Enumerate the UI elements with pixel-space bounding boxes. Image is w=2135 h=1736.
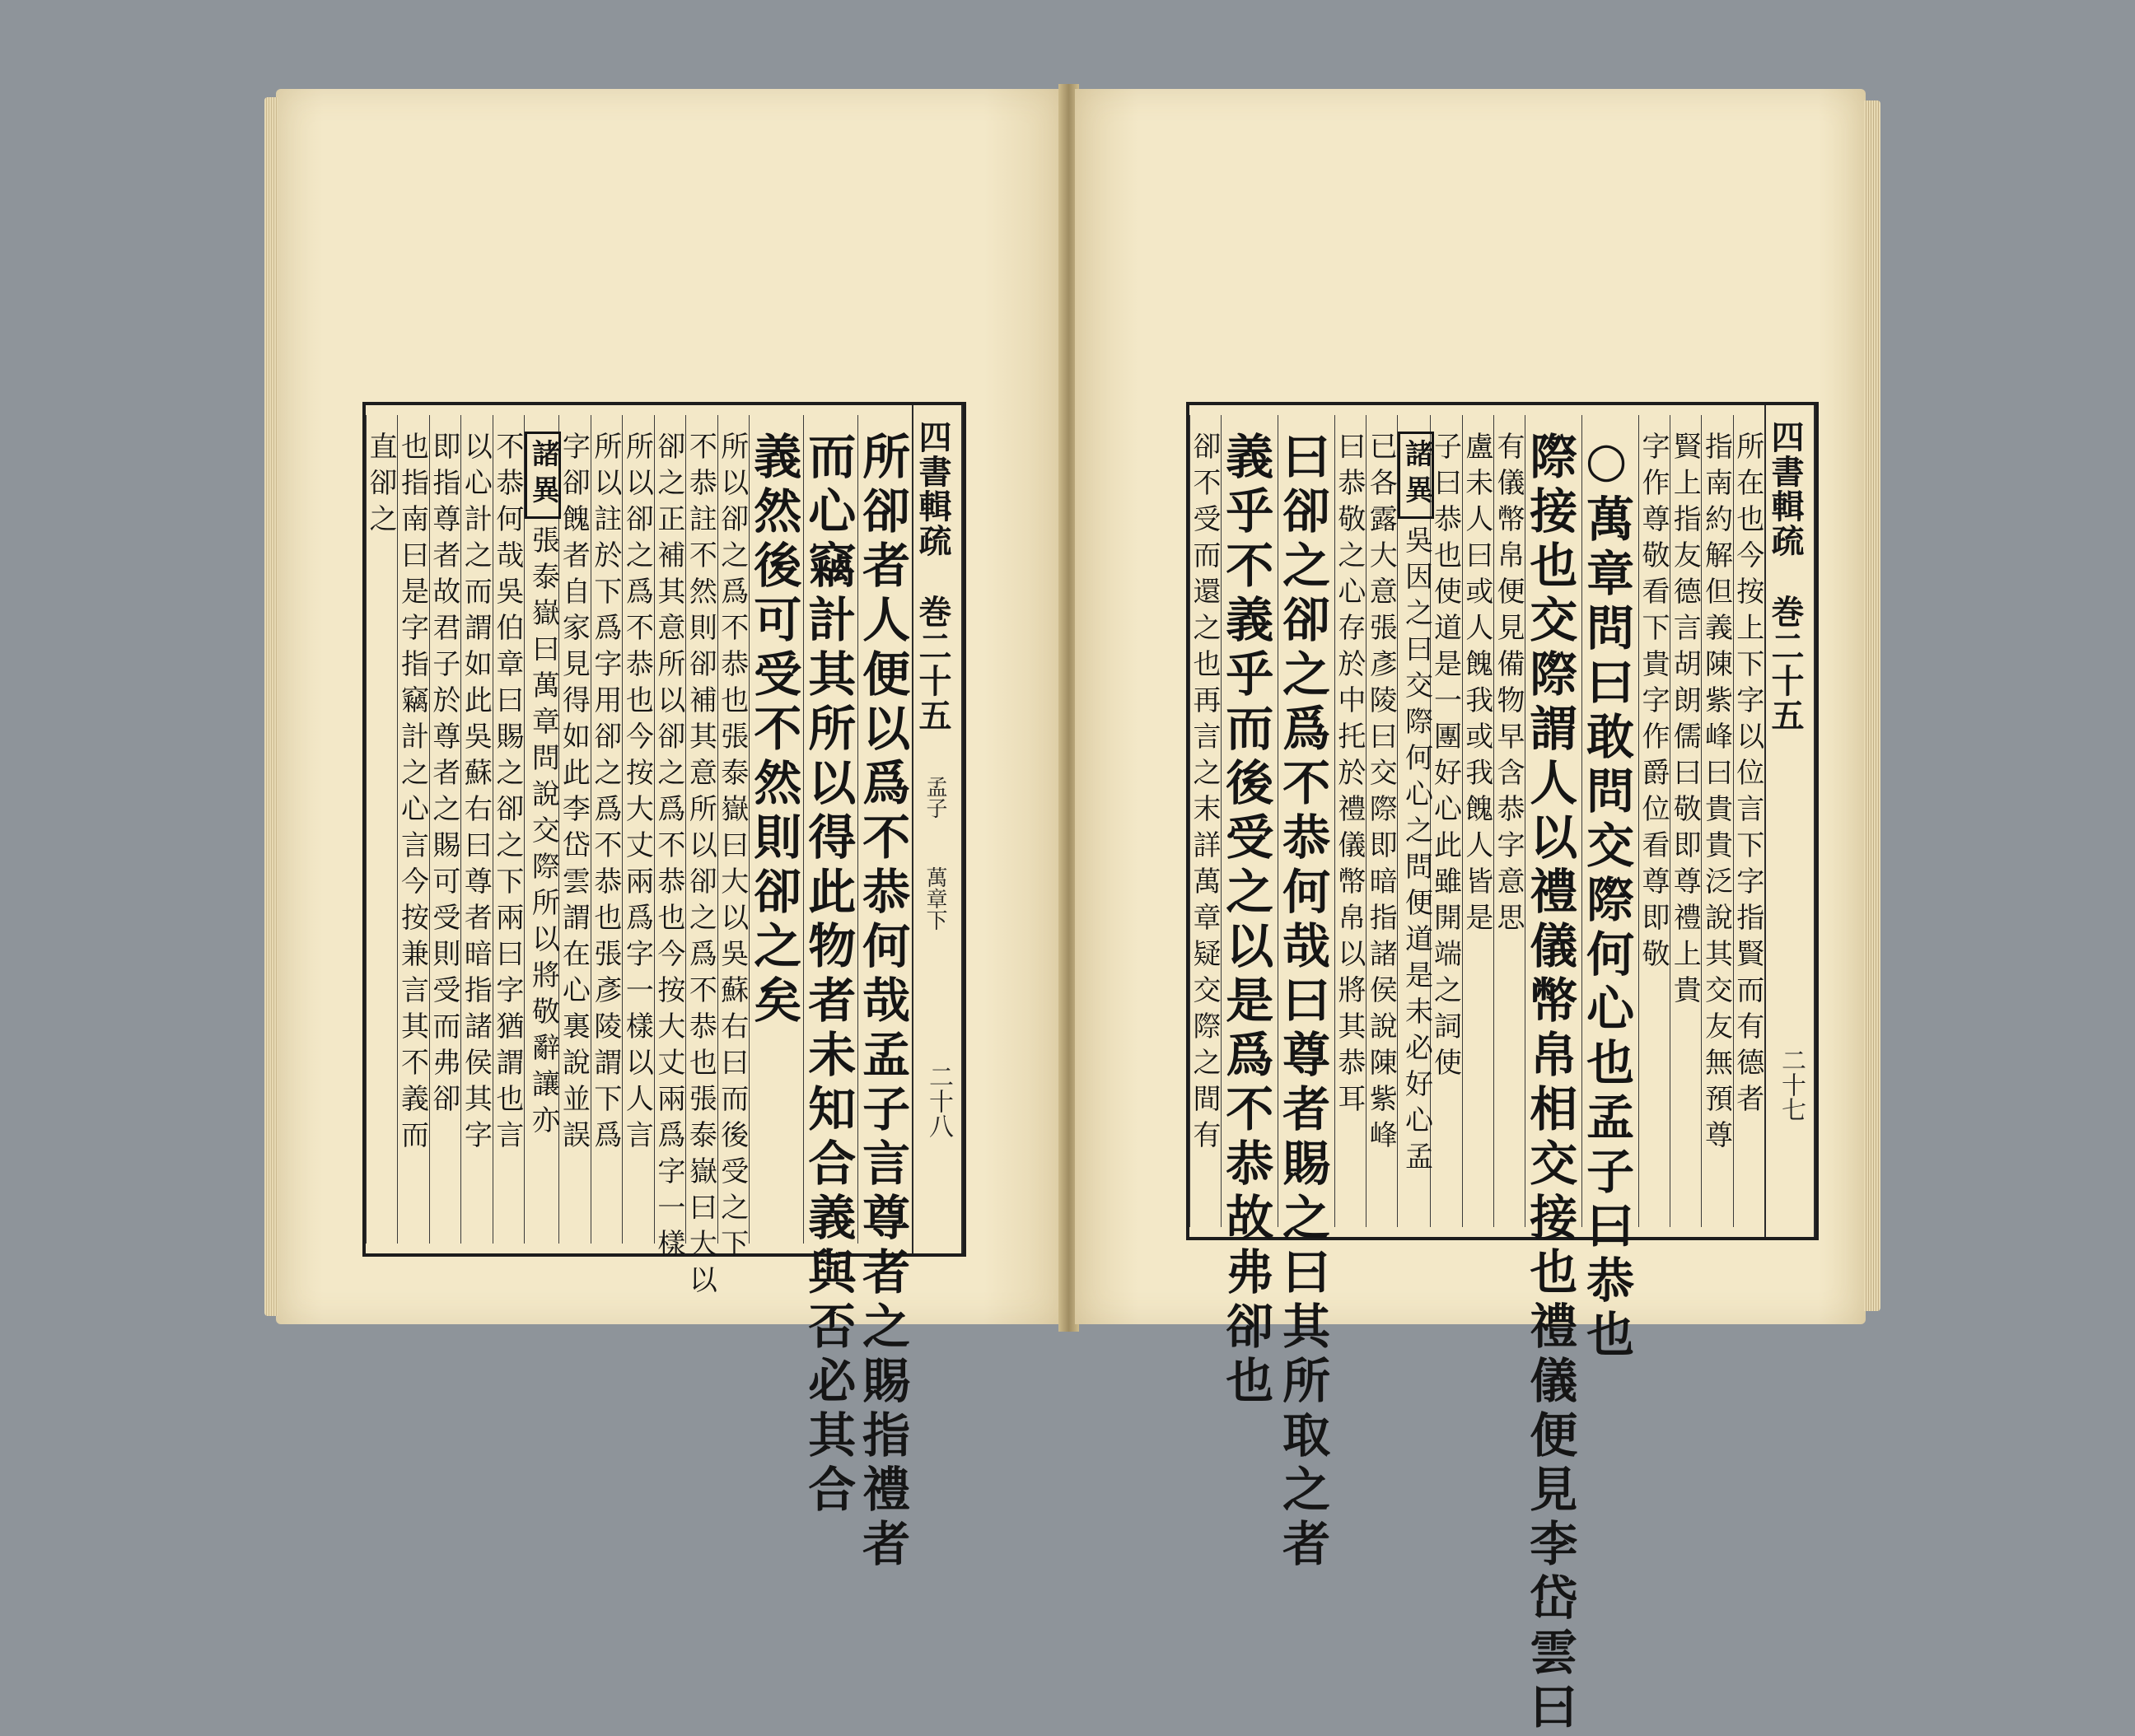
- column-text: 指南約解但義陳紫峰曰貴貴泛說其交友無預尊: [1699, 432, 1733, 1156]
- left-text-column: [490, 415, 524, 1244]
- open-book: [276, 89, 1866, 1736]
- column-text: 已各露大意張彥陵曰交際即暗指諸侯說陳紫峰: [1364, 432, 1398, 1156]
- right-page: [1075, 89, 1866, 1736]
- left-book-name: 孟子: [923, 776, 947, 819]
- left-book-title: 四書輯疏: [913, 420, 952, 558]
- column-text: 曰恭敬之心存於中托於禮儀幣帛以將其恭耳: [1332, 432, 1366, 1120]
- left-text-column: [622, 415, 653, 1244]
- column-text: 字作尊敬看下貴字作爵位看尊即敬: [1636, 432, 1670, 975]
- right-text-column: [1274, 415, 1334, 1573]
- left-text-column: [558, 415, 590, 1244]
- right-text-frame: [1186, 402, 1819, 1736]
- column-text: 吳因之曰交際何心之問便道是未必好心孟: [1399, 525, 1433, 1178]
- right-text-column: [1462, 415, 1493, 1227]
- left-text-column: [460, 415, 492, 1244]
- right-text-column: [1189, 415, 1221, 1227]
- column-text: 卻之正補其意所以卻之爲不恭也今按大丈兩爲字一樣: [652, 432, 685, 1265]
- left-text-column: [745, 415, 803, 1244]
- column-text: 以心計之而謂如此吳蘇右曰尊者暗指諸侯其字: [459, 432, 493, 1156]
- column-text: 盧未人曰或人餽我或我餽人皆是: [1460, 432, 1493, 939]
- annotation-mark: 諸異: [1398, 432, 1434, 519]
- right-text-column: [1366, 415, 1397, 1227]
- column-text: 際接也交際謂人以禮儀幣帛相交接也禮儀便見李岱雲曰: [1521, 432, 1578, 1736]
- column-text: 所以卻之爲不恭也張泰嶽曰大以吳蘇右曰而後受之下: [715, 432, 749, 1265]
- left-volume: 巻二十五: [913, 595, 952, 733]
- right-text-column: [1733, 415, 1764, 1227]
- right-text-column: [1638, 415, 1670, 1227]
- left-text-column: [363, 415, 397, 1244]
- column-text: 義乎不義乎而後受之以是爲不恭故弗卻也: [1217, 432, 1274, 1410]
- column-text: 所卻者人便以爲不恭何哉孟子言尊者之賜指禮者: [854, 432, 911, 1573]
- right-text-column: [1397, 415, 1433, 1227]
- column-text: 所以註於下爲字用卻之爲不恭也張彥陵謂下爲: [588, 432, 622, 1156]
- left-text-column: [652, 415, 685, 1265]
- right-text-column: [1493, 415, 1525, 1227]
- right-folio: 二十七: [1777, 1048, 1806, 1122]
- left-text-column: [684, 415, 717, 1301]
- column-text: 不恭註不然則卻補其意所以卻之爲不恭也張泰嶽曰大以: [684, 432, 717, 1301]
- column-text: 賢上指友德言胡朗儒曰敬即尊禮上貴: [1668, 432, 1702, 1011]
- column-text: 曰卻之卻之爲不恭何哉曰尊者賜之曰其所取之者: [1274, 432, 1331, 1573]
- left-text-column: [524, 415, 558, 1244]
- left-page: [276, 89, 1063, 1573]
- column-text: 卻不受而還之也再言之末詳萬章疑交際之間有: [1187, 432, 1221, 1156]
- left-text-column: [397, 415, 428, 1244]
- page-edges-left: [264, 97, 278, 1316]
- left-text-column: [429, 415, 460, 1244]
- column-text: 直卻之: [363, 432, 397, 540]
- column-text: 所以卻之爲不恭也今按大丈兩爲字一樣以人言: [620, 432, 654, 1156]
- right-volume: 巻二十五: [1766, 595, 1805, 733]
- right-banner-column: [1764, 405, 1815, 1237]
- left-folio: 二十八: [924, 1064, 953, 1138]
- annotation-mark: 諸異: [525, 432, 561, 519]
- column-text: 不恭何哉吳伯章曰賜之卻之下兩曰字猶謂也言: [490, 432, 524, 1156]
- right-text-column: [1217, 415, 1278, 1410]
- left-banner-column: [912, 405, 963, 1253]
- left-chapter: 萬章下: [923, 866, 947, 931]
- right-text-columns: [1187, 415, 1764, 1736]
- column-text: ○萬章問曰敢問交際何心也孟子曰恭也: [1578, 432, 1635, 1364]
- left-text-column: [588, 415, 622, 1244]
- right-text-column: [1670, 415, 1701, 1227]
- column-text: 所在也今按上下字以位言下字指賢而有德者: [1731, 432, 1764, 1120]
- column-text: 子曰恭也使道是一團好心此雖開端之詞使: [1428, 432, 1462, 1084]
- right-book-title: 四書輯疏: [1766, 420, 1805, 558]
- left-text-column: [800, 415, 857, 1519]
- column-text: 有儀幣帛便見備物早含恭字意思: [1491, 432, 1525, 939]
- column-text: 字卻餽者自家見得如此李岱雲謂在心裏說並誤: [557, 432, 591, 1156]
- column-text: 即指尊者故君子於尊者之賜可受則受而弗卻: [427, 432, 460, 1120]
- right-text-column: [1578, 415, 1638, 1364]
- right-text-column: [1701, 415, 1732, 1227]
- left-text-columns: [363, 415, 912, 1573]
- left-text-column: [715, 415, 749, 1265]
- column-text: 張泰嶽曰萬章問說交際所以將敬辭讓亦: [526, 525, 560, 1141]
- column-text: 也指南曰是字指竊計之心言今按兼言其不義而: [395, 432, 429, 1156]
- right-text-column: [1521, 415, 1581, 1736]
- page-edges-right: [1864, 100, 1880, 1311]
- column-text: 而心竊計其所以得此物者未知合義與否必其合: [800, 432, 857, 1519]
- left-text-frame: [362, 402, 966, 1573]
- right-text-column: [1430, 415, 1461, 1227]
- left-text-column: [854, 415, 912, 1573]
- column-text: 義然後可受不然則卻之矣: [745, 432, 802, 1029]
- right-text-column: [1334, 415, 1366, 1227]
